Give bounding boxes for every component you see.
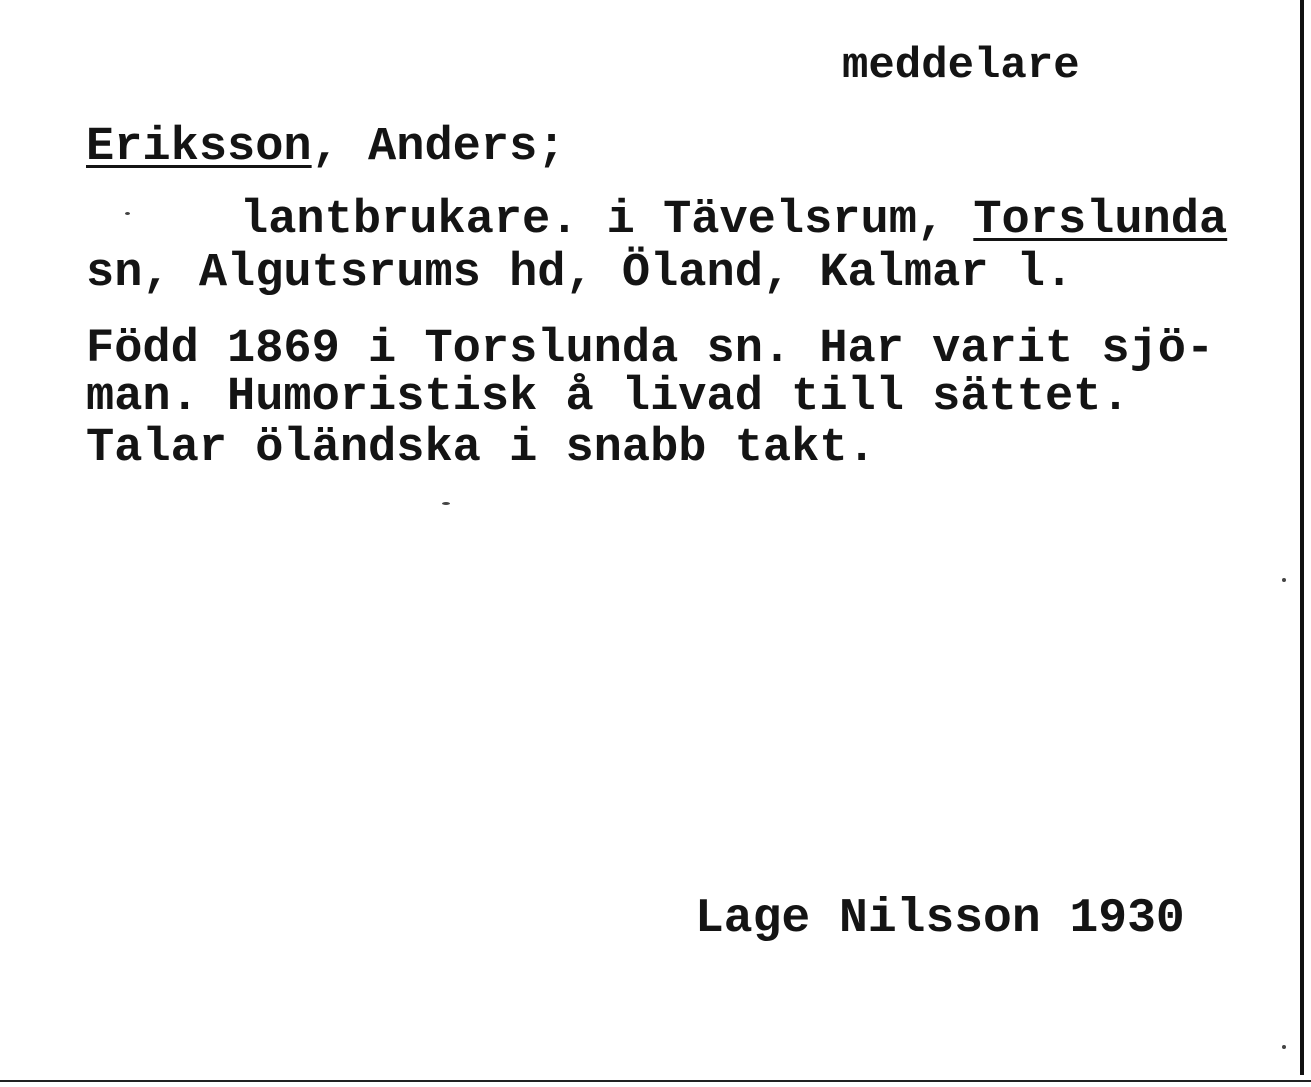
card-bottom-edge [0, 1080, 1311, 1082]
biography-line: man. Humoristisk å livad till sättet. [86, 371, 1130, 424]
biography-line: Född 1869 i Torslunda sn. Har varit sjö- [86, 323, 1215, 376]
biography-line: Talar öländska i snabb takt. [86, 422, 876, 475]
paper-speck [125, 212, 130, 215]
parish-name: Torslunda [973, 194, 1228, 247]
informant-surname: Eriksson [86, 121, 312, 174]
paper-speck [1282, 1045, 1286, 1049]
paper-speck [442, 502, 450, 505]
card-category: meddelare [842, 41, 1080, 91]
recorder-signature: Lage Nilsson 1930 [695, 892, 1185, 946]
occupation-text: lantbrukare. i Tävelsrum, [240, 194, 974, 247]
paper-speck [1282, 578, 1286, 582]
informant-name [86, 121, 566, 174]
card-right-edge [1300, 0, 1304, 1075]
address-line: sn, Algutsrums hd, Öland, Kalmar l. [86, 247, 1074, 300]
informant-given-name: , Anders; [311, 121, 566, 174]
occupation-line [240, 194, 1228, 247]
